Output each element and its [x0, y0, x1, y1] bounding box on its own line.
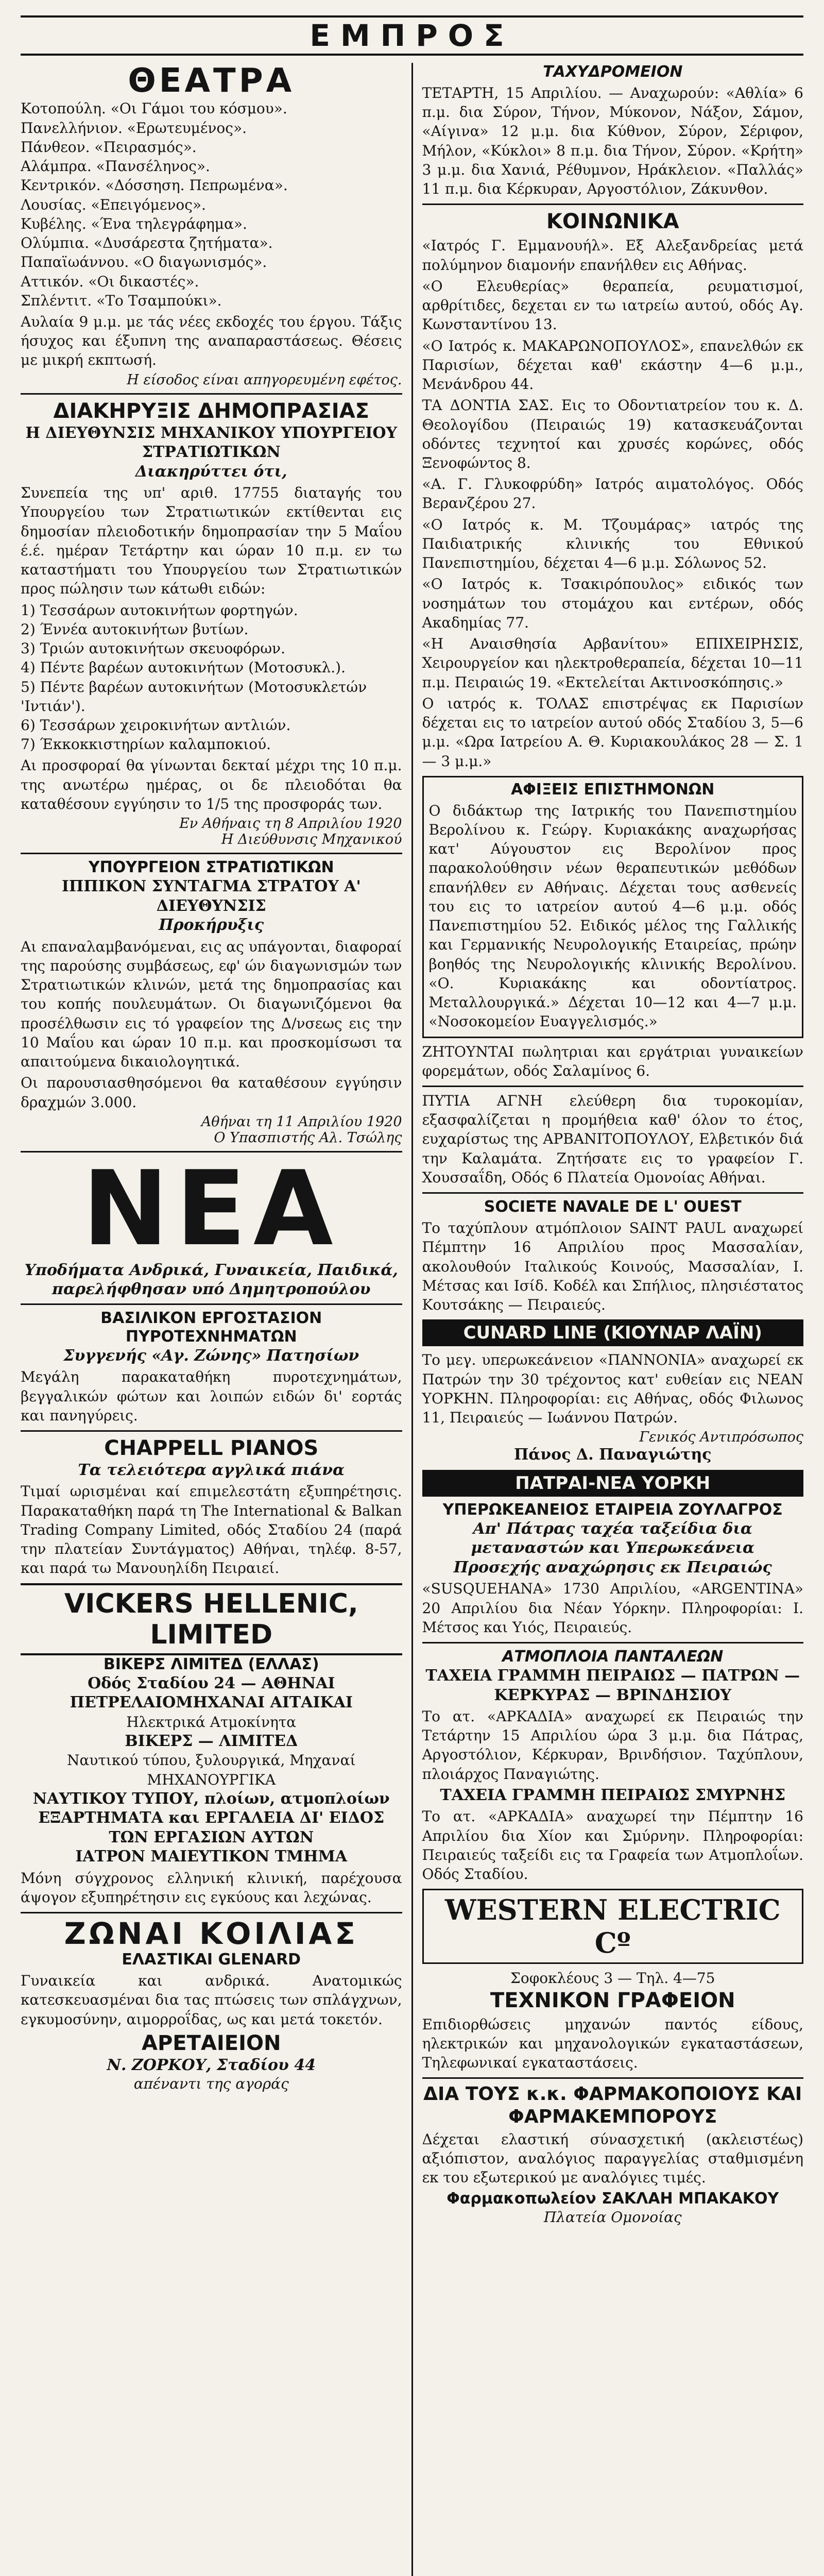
pharmakopoious-title: ΔΙΑ ΤΟΥΣ κ.κ. ΦΑΡΜΑΚΟΠΟΙΟΥΣ ΚΑΙ ΦΑΡΜΑΚΕΜΠΟΡΟΥΣ [423, 2083, 802, 2127]
nea-sub: Υποδήματα Ανδρικά, Γυναικεία, Παιδικά, παρελήφθησαν υπό Δημητροπούλου [24, 1261, 398, 1299]
diakiryxis-item: 5) Πέντε βαρέων αυτοκινήτων (Μοτοσυκλετών 'Ιντιάν'). [21, 678, 367, 715]
koinonika-item: ΤΑ ΔΟΝΤΙΑ ΣΑΣ. Εις το Οδοντιατρείον του κ. Δ. Θεολογίδου (Πειραιώς 19) κατασκευάζονται οδόντες τεχνητοί και χρυσές κορώνες, οδός Ξενοφώντος 8. [422, 397, 803, 471]
diakiryxis-item: 7) Έκκοκκιστηρίων καλαμποκιού. [21, 736, 271, 753]
divider [422, 1192, 804, 1194]
atmoploia-title: ΑΤΜΟΠΛΟΙΑ ΠΑΝΤΑΛΕΩΝ [502, 1648, 724, 1666]
theatra-line: Αττικόν. «Οι δικαστές». [21, 273, 199, 290]
factory-body: Μεγάλη παρακαταθήκη πυροτεχνημάτων, βεγγαλικών φώτων και λοιπών ειδών δι' εορτάς και πανηγύρεις. [21, 1368, 402, 1424]
cunard-agent: Πάνος Δ. Παναγιώτης [513, 1446, 712, 1464]
patrai-york-line: Απ' Πάτρας ταχέα ταξείδια δια μεταναστών και Υπερωκεάνεια [471, 1519, 755, 1557]
right-column [413, 63, 804, 2576]
koinonika-item: «Ιατρός Γ. Εμμανουήλ». Εξ Αλεξανδρείας μετά πολύμηνον διαμονήν επανήλθεν εις Αθήνας. [422, 237, 803, 274]
afixeis-body: Ο διδάκτωρ της Ιατρικής του Πανεπιστημίου Βερολίνου κ. Γεώργ. Κυριακάκης αναχωρήσας κατ' Αύγουστον εις Βερολίνον προς παρακολούθησιν νέων θεραπευτικών μεθόδων επανήλθεν εν Αθήναις. Δέχεται τους ασθενείς του εις το ιατρείον αυτού 4—6 μ.μ. οδός Πανεπιστημίου 52. Ειδικός μέλος της Γαλλικής και Γερμανικής Νευρολογικής Εταιρείας, πρώην βοηθός της Νευρολογικής κλινικής Βερολίνου. «Ο. Κυριακάκης και οδοντίατρος. Μεταλλουργικά.» Δέχεται 10—12 και 4—7 μ.μ. «Νοσοκομείον Ευαγγελισμός.» [428, 802, 797, 1030]
koinonika-item: «Η Αναισθησία Αρβανίτου» ΕΠΙΧΕΙΡΗΣΙΣ, Χειρουργείον και ηλεκτροθεραπεία, δέχεται 10—11 π.μ. Πειραιώς 19. «Εκτελείται Ακτινοσκόπησις.» [422, 635, 803, 691]
pianos-title: CHAPPELL PIANOS [104, 1436, 319, 1460]
ypourgeion-sub: ΙΠΠΙΚΟΝ ΣΥΝΤΑΓΜΑ ΣΤΡΑΤΟΥ Α' ΔΙΕΥΘΥΝΣΙΣ [61, 877, 361, 915]
columns [21, 63, 803, 2576]
theatra-line: Σπλέντιτ. «Το Τσαμπούκι». [21, 292, 222, 309]
theatra-line: Πανελλήνιον. «Ερωτευμένος». [21, 119, 247, 137]
pharmakopoious-section [422, 2083, 804, 2226]
vickers-line: Ηλεκτρικά Ατμοκίνητα [126, 1713, 297, 1731]
factory-title: ΒΑΣΙΛΙΚΟΝ ΕΡΓΟΣΤΑΣΙΟΝ ΠΥΡΟΤΕΧΝΗΜΑΤΩΝ [100, 1309, 322, 1346]
theatra-line: Κοτοπούλη. «Οι Γάμοι του κόσμου». [21, 100, 287, 117]
koinonika-item: «Ο Ιατρός κ. Τσακιρόπουλος» ειδικός των νοσημάτων του στομάχου και εντέρων, οδός Ακαδημίας 77. [422, 575, 803, 631]
patrai-york-section [422, 1470, 804, 1637]
tachydromeion-section [422, 63, 804, 198]
pharmakopoious-body: Δέχεται ελαστική σύνασχετική (ακλειστέως) αξιόπιστον, αναλόγιος παραγγελίας σταθμισμένη εκ του εξωτερικού με αναλόγιες τιμές. [422, 2130, 803, 2187]
tachydromeion-body: ΤΕΤΑΡΤΗ, 15 Απριλίου. — Αναχωρούν: «Αθλία» 6 π.μ. δια Σύρον, Τήνον, Μύκονον, Νάξον, Σάμον, «Αίγινα» 12 μ.μ. δια Κύθνον, Σύρον, Σέριφον, Μήλον, «Κύκλοι» 8 π.μ. δια Τήνον, Σύρον. «Κρήτη» 3 μ.μ. δια Χανιά, Ρέθυμνον, Ηράκλειον. «Παλλάς» 11 π.μ. δια Κέρκυραν, Αργοστόλιον, Ζάκυνθον. [422, 84, 803, 198]
koinonika-item: «Α. Γ. Γλυκοφρύδη» Ιατρός αιματολόγος. Οδός Βερανζέρου 27. [422, 476, 803, 512]
theatra-line: Κυβέλης. «Ένα τηλεγράφημα». [21, 215, 247, 232]
ypourgeion-date: Αθήναι τη 11 Απριλίου 1920 [201, 1113, 402, 1130]
pianos-sub: Τα τελειότερα αγγλικά πιάνα [78, 1461, 345, 1479]
koinonika-section [422, 209, 804, 770]
patrai-york-company: ΥΠΕΡΩΚΕΑΝΕΙΟΣ ΕΤΑΙΡΕΙΑ ΖΟΥΛΑΓΡΟΣ [442, 1500, 783, 1519]
patrai-york-line: «SUSQUEHANA» 1730 Απριλίου, «ARGENTINA» 20 Απριλίου δια Νέαν Υόρκην. Πληροφορίαι: Ι. Μέτσος και Υιός, Πειραιεύς. [422, 1580, 803, 1636]
cunard-title: CUNARD LINE (ΚΙΟΥΝΑΡ ΛΑΪΝ) [422, 1319, 804, 1346]
theatra-note: Η είσοδος είναι απηγορευμένη εφέτος. [127, 371, 402, 388]
vickers-line: ΙΑΤΡΟΝ ΜΑΙΕΥΤΙΚΟΝ ΤΜΗΜΑ [75, 1848, 348, 1866]
divider [422, 2077, 804, 2079]
cunard-agent-role: Γενικός Αντιπρόσωπος [639, 1429, 803, 1446]
theatra-line: Αλάμπρα. «Πανσέληνος». [21, 158, 210, 175]
theatra-line: Πάνθεον. «Πειρασμός». [21, 138, 197, 156]
vickers-line: Οδός Σταδίου 24 — ΑΘΗΝΑΙ [88, 1674, 335, 1692]
societe-body: Το ταχύπλουν ατμόπλοιον SAINT PAUL αναχωρεί Πέμπτην 16 Απριλίου προς Μασσαλίαν, ακολουθούν Ιταλικούς Κοινούς, Μασσαλίαν, Ι. Μέτσας και Ισίδ. Κοδέλ και Σπήλιος, πλησιέστατος Κουτσάκης — Πειραιεύς. [422, 1219, 803, 1314]
zones-section [21, 1918, 402, 2093]
theatra-line: Αυλαία 9 μ.μ. με τάς νέες εκδοχές του έργου. Τάξις ήσυχος και έξυπνη της αναπαραστάσεως. Θέσεις με μικρή εκπτωσή. [21, 313, 402, 369]
diakiryxis-body2: Αι προσφοραί θα γίνωνται δεκταί μέχρι της 10 π.μ. της ανωτέρω ημέρας, οι δε πλειοδόται θα καταθέσουν εγγύησιν το 1/5 της προσφοράς των. [21, 757, 402, 812]
western-sub: ΤΕΧΝΙΚΟΝ ΓΡΑΦΕΙΟΝ [490, 1988, 735, 2012]
diakiryxis-body: Συνεπεία της υπ' αριθ. 17755 διαταγής του Υπουργείου των Στρατιωτικών εκτίθενται εις δημοσίαν πλειοδοτικήν δημοπρασίαν την 5 Μαΐου έ.έ. ημέραν Τετάρτην και ώραν 10 π.μ. εν τω καταστήματι του Υπουργείου των Στρατιωτικών προς πώλησιν των κάτωθι ειδών: [21, 484, 402, 598]
masthead [21, 15, 803, 56]
divider [21, 393, 402, 395]
vickers-line: Μόνη σύγχρονος ελληνική κλινική, παρέχουσα άψογον εξυπηρέτησιν εις εγκύους και λεχώνας. [21, 1869, 402, 1906]
vickers-sub: ΒΙΚΕΡΣ ΛΙΜΙΤΕΔ (ΕΛΛΑΣ) [103, 1655, 319, 1673]
koinonika-item: «Ο Ιατρός κ. Μ. Τζουμάρας» ιατρός της Παιδιατρικής κλινικής του Εθνικού Πανεπιστημίου, δέχεται 4—6 μ.μ. Σόλωνος 52. [422, 516, 803, 572]
atmoploia-line: Το ατ. «ΑΡΚΑΔΙΑ» αναχωρεί την Πέμπτην 16 Απριλίου δια Χίον και Σμύρνην. Πληροφορίαι: Πειραιεύς ταξείδι εις τα Γραφεία των Ατμοπλοΐων. Οδός Σταδίου. [422, 1808, 803, 1883]
koinonika-item: «Ο Ελευθερίας» θεραπεία, ρευματισμοί, αρθρίτιδες, δεχεται εν τω ιατρείω αυτού, οδός Αγ. Κωνσταντίνου 13. [422, 277, 803, 333]
pianos-section [21, 1436, 402, 1578]
divider [21, 1430, 402, 1432]
zitountai-section [422, 1042, 804, 1080]
zones-sub: ΕΛΑΣΤΙΚΑΙ GLENARD [122, 1951, 301, 1969]
ypourgeion-body2: Οι παρουσιασθησόμενοι θα καταθέσουν εγγύησιν δραχμών 3.000. [21, 1074, 402, 1111]
atmoploia-line: ΤΑΧΕΙΑ ΓΡΑΜΜΗ ΠΕΙΡΑΙΩΣ ΣΜΥΡΝΗΣ [440, 1786, 786, 1804]
divider [21, 853, 402, 854]
diakiryxis-date: Εν Αθήναις τη 8 Απριλίου 1920 [179, 816, 402, 832]
zitountai-text: ΖΗΤΟΥΝΤΑΙ πωλητριαι και εργάτριαι γυναικείων φορεμάτων, οδός Σαλαμίνος 6. [422, 1043, 803, 1079]
pytia-text: ΠΥΤΙΑ ΑΓΝΗ ελεύθερη δια τυροκομίαν, εξασφαλίζεται η προμήθεια καθ' όλον το έτος, ευχαρίστως της ΑΡΒΑΝΙΤΟΠΟΥΛΟΥ, Ελβετικόν διά την Καλαμάτα. Ζητήσατε εις το γραφείον Γ. Χουσσαΐδη, Οδός 6 Πλατεία Ομονοίας Αθήναι. [422, 1092, 803, 1186]
cunard-body: Το μεγ. υπερωκεάνειον «ΠΑΝΝΟΝΙΑ» αναχωρεί εκ Πατρών την 30 τρέχοντος κατ' ευθείαν εις ΝΕΑΝ ΥΟΡΚΗΝ. Πληροφορίαι: εις Αθήνας, οδός Φιλωνος 11, Πειραιεύς — Ιωάννου Πατρών. [422, 1351, 803, 1427]
theatra-line: Ολύμπια. «Δυσάρεστα ζητήματα». [21, 234, 273, 252]
societe-section [422, 1198, 804, 1314]
diakiryxis-item: 6) Τεσσάρων χειροκινήτων αντλιών. [21, 716, 291, 734]
cunard-section [422, 1319, 804, 1464]
diakiryxis-sub: Η ΔΙΕΥΘΥΝΣΙΣ ΜΗΧΑΝΙΚΟΥ ΥΠΟΥΡΓΕΙΟΥ ΣΤΡΑΤΙΩΤΙΚΩΝ [25, 423, 397, 462]
ypourgeion-body: Αι επαναλαμβανόμεναι, εις ας υπάγονται, διαφοραί της παρούσης συμβάσεως, εφ' ών διαγωνισμών των Στρατιωτικών κλινών, μετά της δημοπρασίας και του κοπής πουλευμάτων. Οι διαγωνιζόμενοι θα προσέλθωσιν εις τό γραφείον της Δ/νσεως εις την 10 Μαΐου και ώραν 10 π.μ. και προσκομίσωσι τα απαιτούμενα δικαιολογητικά. [21, 938, 402, 1071]
zones-shop-line: Ν. ΖΟΡΚΟΥ, Σταδίου 44 [107, 2056, 316, 2074]
pytia-section [422, 1091, 804, 1187]
zones-shop: ΑΡΕΤΑΙΕΙΟΝ [142, 2031, 281, 2055]
tachydromeion-title: ΤΑΧΥΔΡΟΜΕΙΟΝ [543, 63, 683, 81]
koinonika-item: Ο ιατρός κ. ΤΟΛΑΣ επιστρέψας εκ Παρισίων δέχεται εις το ιατρείον αυτού οδός Σταδίου 3, 5—6 μ.μ. «Ωρα Ιατρείου Α. Θ. Κυριακουλάκος 28 — Σ. 1 — 3 μ.μ.» [422, 694, 803, 770]
western-addr: Σοφοκλέους 3 — Τηλ. 4—75 [510, 1970, 715, 1987]
pianos-body: Τιμαί ωρισμέναι καί επιμελεστάτη εξυπηρέτησις. Παρακαταθήκη παρά τη The International & Balkan Trading Company Limited, οδός Σταδίου 24 (παρά την πλατείαν Συντάγματος) Αθήναι, τηλέφ. 8-57, και παρά τω Μανουηλίδη Πειραιεί. [21, 1483, 402, 1577]
western-title: WESTERN ELECTRIC Cº [422, 1889, 804, 1964]
societe-title: SOCIETE NAVALE DE L' OUEST [484, 1198, 742, 1216]
factory-line: Συγγενής «Αγ. Ζώνης» Πατησίων [63, 1346, 359, 1365]
divider [21, 1303, 402, 1305]
ypourgeion-sign: Ο Υπασπιστής Αλ. Τσώλης [214, 1129, 402, 1146]
zones-title: ΖΩΝΑΙ ΚΟΙΛΙΑΣ [64, 1916, 358, 1952]
afixeis-section [422, 776, 804, 1038]
patrai-york-line: Προσεχής αναχώρησις εκ Πειραιώς [453, 1558, 772, 1577]
koinonika-item: «Ο Ιατρός κ. ΜΑΚΑΡΩΝΟΠΟΥΛΟΣ», επανελθών εκ Παρισίων, δέχεται καθ' εκάστην 4—6 μ.μ., Μενάνδρου 44. [422, 337, 803, 393]
vickers-line: ΒΙΚΕΡΣ — ΛΙΜΙΤΕΔ [125, 1732, 298, 1750]
koinonika-title: ΚΟΙΝΩΝΙΚΑ [546, 210, 679, 234]
ypourgeion-section [21, 858, 402, 1146]
theatra-title: ΘΕΑΤΡΑ [128, 63, 295, 100]
western-section [422, 1889, 804, 2072]
left-column [21, 63, 413, 2576]
diakiryxis-section [21, 399, 402, 848]
atmoploia-section [422, 1648, 804, 1884]
theatra-section [21, 63, 402, 388]
nea-title: ΝΕΑ [82, 1148, 340, 1269]
pharmakopoious-shop-addr: Πλατεία Ομονοίας [543, 2208, 682, 2226]
diakiryxis-title: ΔΙΑΚΗΡΥΞΙΣ ΔΗΜΟΠΡΑΣΙΑΣ [53, 399, 369, 423]
divider [422, 1086, 804, 1087]
ypourgeion-title: ΥΠΟΥΡΓΕΙΟΝ ΣΤΡΑΤΙΩΤΙΚΩΝ [88, 858, 334, 877]
diakiryxis-item: 2) Έννέα αυτοκινήτων βυτίων. [21, 620, 249, 638]
masthead-title: ΕΜΠΡΟΣ [310, 18, 514, 53]
divider [21, 1912, 402, 1913]
divider [422, 1642, 804, 1643]
vickers-line: ΝΑΥΤΙΚΟΥ ΤΥΠΟΥ, πλοίων, ατμοπλοίων [32, 1789, 390, 1808]
zones-shop-note: απέναντι της αγοράς [133, 2075, 289, 2093]
diakiryxis-item: 1) Τεσσάρων αυτοκινήτων φορτηγών. [21, 601, 298, 619]
vickers-line: ΠΕΤΡΕΛΑΙΟΜΗΧΑΝΑΙ ΑΙΤΑΙΚΑΙ [70, 1693, 353, 1712]
afixeis-title: ΑΦΙΞΕΙΣ ΕΠΙΣΤΗΜΟΝΩΝ [511, 780, 715, 799]
patrai-york-title: ΠΑΤΡΑΙ-ΝΕΑ ΥΟΡΚΗ [422, 1470, 804, 1497]
diakiryxis-sub2: Διακηρύττει ότι, [135, 462, 287, 481]
diakiryxis-item: 4) Πέντε βαρέων αυτοκινήτων (Μοτοσυκλ.). [21, 659, 346, 676]
vickers-line: ΕΞΑΡΤΗΜΑΤΑ και ΕΡΓΑΛΕΙΑ ΔΙ' ΕΙΔΟΣ ΤΩΝ ΕΡΓΑΣΙΩΝ ΑΥΤΩΝ [38, 1809, 385, 1846]
vickers-title: VICKERS HELLENIC, LIMITED [21, 1583, 402, 1655]
diakiryxis-item: 3) Τριών αυτοκινήτων σκευοφόρων. [21, 640, 285, 657]
theatra-line: Κεντρικόν. «Δόσσηση. Πεπρωμένα». [21, 177, 288, 194]
atmoploia-line: ΤΑΧΕΙΑ ΓΡΑΜΜΗ ΠΕΙΡΑΙΩΣ — ΠΑΤΡΩΝ — ΚΕΡΚΥΡΑΣ — ΒΡΙΝΔΗΣΙΟΥ [425, 1667, 800, 1704]
ypourgeion-sub2: Προκήρυξις [159, 916, 264, 935]
vickers-section [21, 1583, 402, 1907]
divider [422, 204, 804, 205]
vickers-line: Ναυτικού τύπου, ξυλουργικά, Μηχαναί ΜΗΧΑΝΟΥΡΓΙΚΑ [67, 1752, 356, 1788]
zones-body: Γυναικεία και ανδρικά. Ανατομικώς κατεσκευασμέναι δια τας πτώσεις των σπλάγχνων, εγκυμοσύνην, αιμορροΐδας, ως και μετά τοκετόν. [21, 1972, 402, 2028]
atmoploia-line: Το ατ. «ΑΡΚΑΔΙΑ» αναχωρεί εκ Πειραιώς την Τετάρτην 15 Απριλίου ώρα 3 μ.μ. δια Πάτρας, Αργοστόλιον, Κέρκυραν, Βρινδήσιον. Ταχύπλουν, πλοιάρχος Παναγιώτης. [422, 1708, 803, 1783]
pharmakopoious-shop: Φαρμακοπωλείον ΣΑΚΛΑΗ ΜΠΑΚΑΚΟΥ [447, 2189, 779, 2208]
nea-section [21, 1148, 402, 1425]
theatra-line: Λουσίας. «Επειγόμενος». [21, 196, 206, 213]
diakiryxis-sign: Η Διεύθυνσις Μηχανικού [221, 832, 402, 848]
theatra-line: Παπαϊωάννου. «Ο διαγωνισμός». [21, 253, 267, 271]
western-body: Επιδιορθώσεις μηχανών παντός είδους, ηλεκτρικών και μηχανολογικών εγκαταστάσεων, Τηλεφωνικαί εγκαταστάσεις. [422, 2015, 803, 2072]
